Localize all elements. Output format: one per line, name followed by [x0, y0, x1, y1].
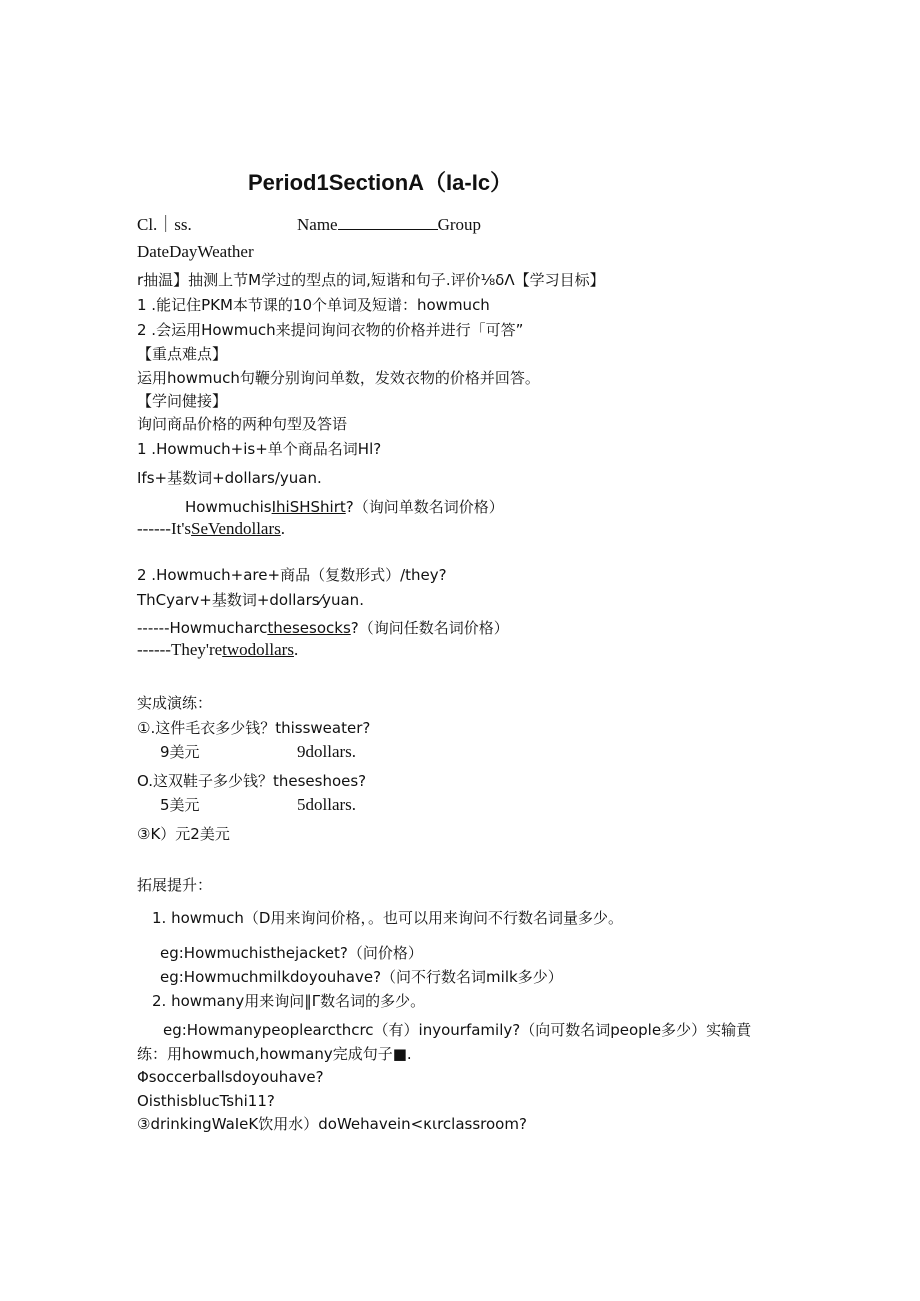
- practice-item: Φsoccerballsdoyouhave?: [137, 1068, 324, 1086]
- date-day-weather: DateDayWeather: [137, 242, 254, 261]
- exercise-item: O.这双鞋子多少钱？theseshoes?: [137, 772, 367, 790]
- practice-item: ③drinkingWaIeK饮用水）doWehavein<κιrclassroom?: [137, 1115, 527, 1133]
- pattern-1-answer: Ifs+基数词+dollars/yuan.: [137, 469, 322, 487]
- class-label: Cl.｜ss.: [137, 215, 192, 234]
- example-line: ------Howmucharcthesesocks?（询问任数名词价格）: [137, 619, 509, 637]
- name-blank: [338, 215, 438, 230]
- example-line: eg:Howmuchmilkdoyouhave?（问不行数名词milk多少）: [160, 968, 563, 986]
- example-line: HowmuchisIhiSHShirt?（询问单数名词价格）: [185, 498, 504, 516]
- text-line: r抽温】抽测上节M学过的型点的词,短谐和句子.评价⅛δΛ【学习目标】: [137, 271, 605, 289]
- practice-heading: 练：用howmuch,howmany完成句子■.: [137, 1045, 412, 1063]
- group-label: Group: [437, 215, 482, 234]
- pattern-2: 2 .Howmuch+are+商品（复数形式）/they?: [137, 566, 447, 584]
- underlined-text: twodollars: [222, 640, 294, 659]
- underlined-text: IhiSHShirt: [271, 498, 346, 516]
- section-heading: 【学问健接】: [137, 392, 228, 410]
- exercise-item: ③K）元2美元: [137, 825, 230, 843]
- text-line: 询问商品价格的两种句型及答语: [137, 415, 348, 433]
- pattern-1: 1 .Howmuch+is+单个商品名词Hl?: [137, 440, 382, 458]
- example-line: ------It'sSeVendollars.: [137, 519, 285, 538]
- exercise-en: 9dollars.: [297, 742, 357, 761]
- extension-item: 1. howmuch（D用来询问价格，。也可以用来询问不行数名词量多少。: [152, 909, 623, 927]
- text-line: 运用howmuch句鞭分别询问单数，发效衣物的价格并回答。: [137, 369, 540, 387]
- section-heading: 拓展提升：: [137, 876, 213, 894]
- name-field: [297, 214, 481, 236]
- page-title: Period1SectionA（Ia-Ic）: [248, 170, 513, 195]
- exercise-cn: 9美元: [160, 743, 200, 761]
- pattern-2-answer: ThCyarv+基数词+dollars⁄yuan.: [137, 591, 364, 609]
- example-line: eg:Howmanypeoplearcthcrc（有）inyourfamily?（向可数名词people多少）实输賁: [163, 1021, 752, 1039]
- underlined-text: thesesocks: [267, 619, 351, 637]
- exercise-item: ①.这件毛衣多少钱？thissweater?: [137, 719, 371, 737]
- objective-2: 2 .会运用Howmuch来提问询问衣物的价格并进行「可答”: [137, 321, 524, 339]
- example-line: ------They'retwodollars.: [137, 640, 299, 659]
- exercise-en: 5dollars.: [297, 795, 357, 814]
- extension-item: 2. howmany用来询问‖Γ数名词的多少。: [152, 992, 426, 1010]
- name-label: Name: [297, 215, 338, 234]
- exercise-cn: 5美元: [160, 796, 200, 814]
- example-line: eg:Howmuchisthejacket?（问价格）: [160, 944, 423, 962]
- section-heading: 实成演练：: [137, 694, 213, 712]
- underlined-text: SeVendollars: [191, 519, 281, 538]
- objective-1: 1 .能记住PKM本节课的10个单词及短谱：howmuch: [137, 296, 490, 314]
- section-heading: 【重点难点】: [137, 345, 228, 363]
- practice-item: OisthisblucTshi11?: [137, 1092, 275, 1110]
